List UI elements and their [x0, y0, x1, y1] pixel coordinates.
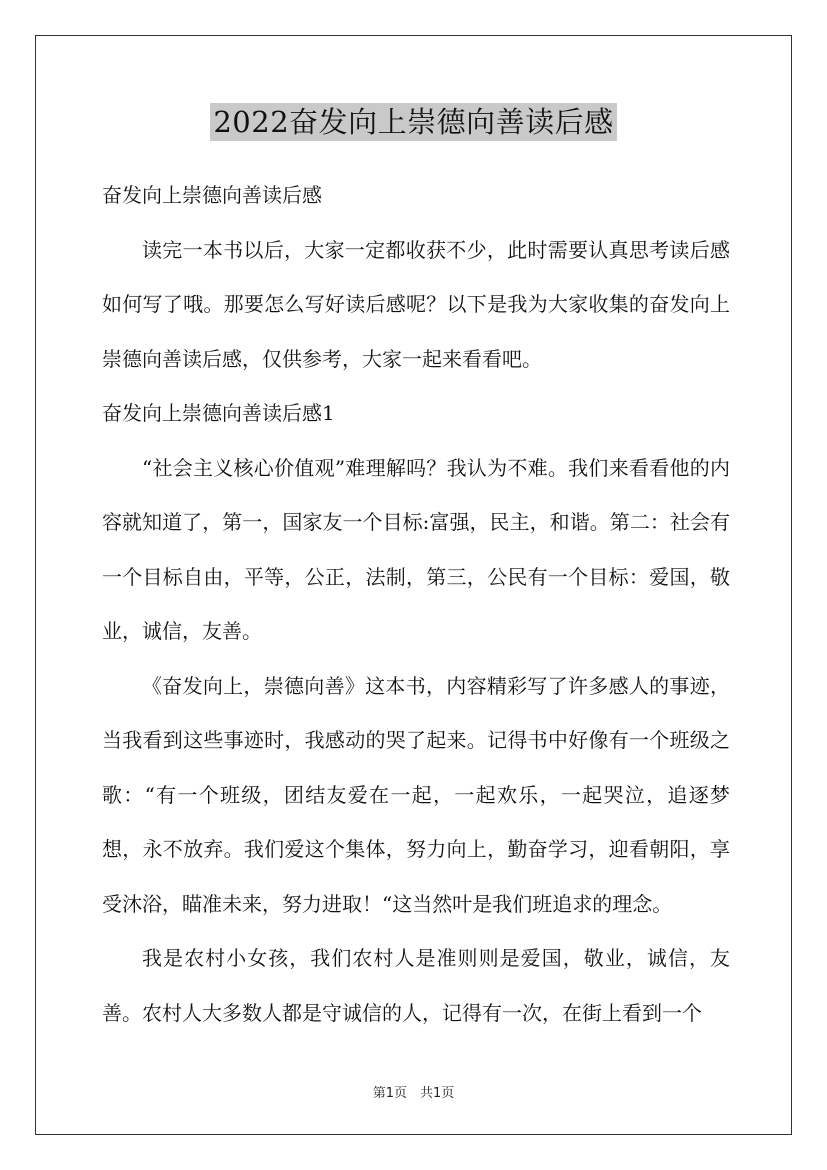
body-paragraph: 《奋发向上，崇德向善》这本书，内容精彩写了许多感人的事迹，当我看到这些事迹时，我感动的哭了起来。记得书中好像有一个班级之歌：“有一个班级，团结友爱在一起，一起欢乐，一起哭泣，追逐梦想，永不放弃。我们爱这个集体，努力向上，勤奋学习，迎看朝阳，享受沐浴，瞄准未来，努力进取！“这当然叶是我们班追求的理念。: [102, 673, 730, 916]
document-body: [102, 168, 730, 1040]
page-number-footer: 第1页 共1页: [372, 1086, 455, 1101]
section-heading: 奋发向上崇德向善读后感1: [102, 401, 335, 425]
body-paragraph: 读完一本书以后，大家一定都收获不少，此时需要认真思考读后感如何写了哦。那要怎么写好读后感呢？以下是我为大家收集的奋发向上崇德向善读后感，仅供参考，大家一起来看看吧。: [102, 237, 730, 371]
body-paragraph: “社会主义核心价值观”难理解吗？我认为不难。我们来看看他的内容就知道了，第一，国家友一个目标:富强，民主，和谐。第二：社会有一个目标自由，平等，公正，法制，第三，公民有一个目标：爱国，敬业，诚信，友善。: [102, 455, 730, 643]
body-paragraph: 我是农村小女孩，我们农村人是准则则是爱国，敬业，诚信，友善。农村人大多数人都是守诚信的人，记得有一次，在街上看到一个: [102, 946, 730, 1025]
section-heading: 奋发向上崇德向善读后感: [102, 183, 322, 207]
document-title: 2022奋发向上崇德向善读后感: [210, 103, 616, 141]
title-container: [0, 103, 827, 141]
